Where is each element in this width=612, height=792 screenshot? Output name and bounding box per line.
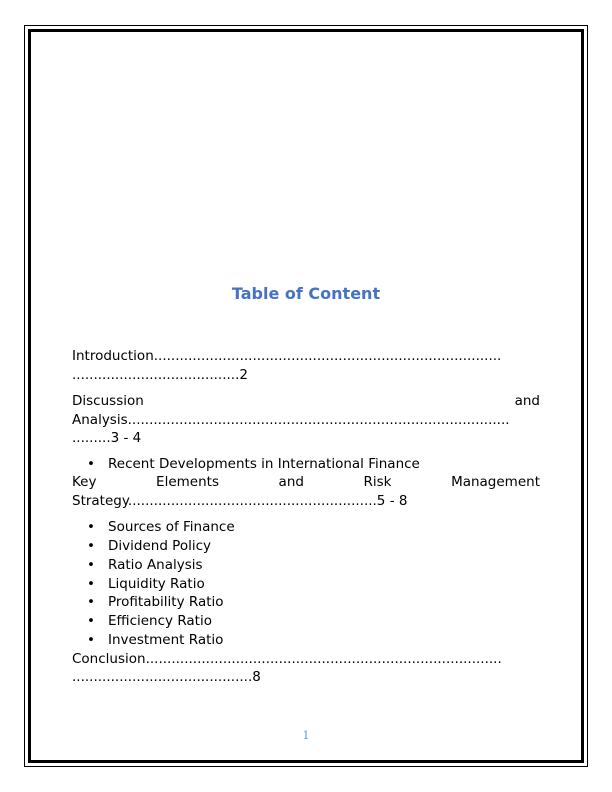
toc-key-elements-word: Elements [156, 474, 219, 491]
toc-entry-introduction[interactable] [72, 347, 540, 384]
toc-key-elements-bullets [72, 518, 540, 650]
toc-key-elements-line1 [72, 473, 540, 492]
toc-introduction-line1: Introduction................................................................................. [72, 348, 502, 364]
toc-discussion-line1 [72, 392, 540, 411]
toc-entry-discussion[interactable] [72, 392, 540, 448]
toc-conclusion-line2: ..........................................8 [72, 669, 261, 686]
bullet-icon: • [87, 556, 95, 573]
toc-key-elements-line2: Strategy..........................................................5 - 8 [72, 492, 408, 509]
toc-key-elements-word: and [278, 474, 304, 491]
toc-discussion-bullets [72, 455, 540, 474]
toc-key-elements-word: Key [72, 474, 97, 491]
toc-entry-key-elements[interactable] [72, 473, 540, 510]
toc-discussion-word1: Discussion [72, 393, 144, 409]
toc-introduction-line2: .......................................2 [72, 366, 248, 383]
toc-discussion-word2: and [514, 393, 540, 409]
toc-bullet-label: Recent Developments in International Finance [108, 455, 420, 472]
toc-conclusion-line1: Conclusion................................................................................... [72, 650, 502, 667]
bullet-icon: • [87, 613, 95, 630]
bullet-icon: • [87, 575, 95, 592]
toc-title: Table of Content [231, 284, 381, 303]
toc-bullet-label: Ratio Analysis [108, 556, 203, 573]
toc-key-elements-word: Risk [363, 474, 392, 491]
toc-bullet-item[interactable] [72, 612, 540, 631]
bullet-icon: • [87, 594, 95, 611]
bullet-icon: • [87, 538, 95, 555]
toc-bullet-item[interactable] [72, 537, 540, 556]
page-number: 1 [302, 729, 310, 742]
toc-bullet-label: Dividend Policy [108, 538, 212, 555]
toc-bullet-label: Sources of Finance [108, 519, 235, 536]
toc-bullet-label: Liquidity Ratio [108, 575, 205, 592]
bullet-icon: • [87, 632, 95, 649]
toc-content [72, 347, 540, 687]
toc-bullet-item[interactable] [72, 518, 540, 537]
bullet-icon: • [87, 455, 95, 472]
toc-bullet-label: Efficiency Ratio [108, 613, 212, 630]
toc-discussion-line2: Analysis......................................................................................... [72, 411, 510, 428]
toc-bullet-item[interactable] [72, 593, 540, 612]
toc-key-elements-word: Management [451, 474, 540, 491]
toc-bullet-item[interactable] [72, 631, 540, 650]
toc-bullet-item[interactable] [72, 575, 540, 594]
toc-bullet-label: Investment Ratio [108, 632, 224, 649]
toc-discussion-line3: .........3 - 4 [72, 430, 142, 446]
toc-entry-conclusion[interactable] [72, 650, 540, 687]
toc-bullet-item[interactable] [72, 556, 540, 575]
toc-bullet-item[interactable] [72, 455, 540, 474]
bullet-icon: • [87, 519, 95, 536]
toc-bullet-label: Profitability Ratio [108, 594, 224, 611]
